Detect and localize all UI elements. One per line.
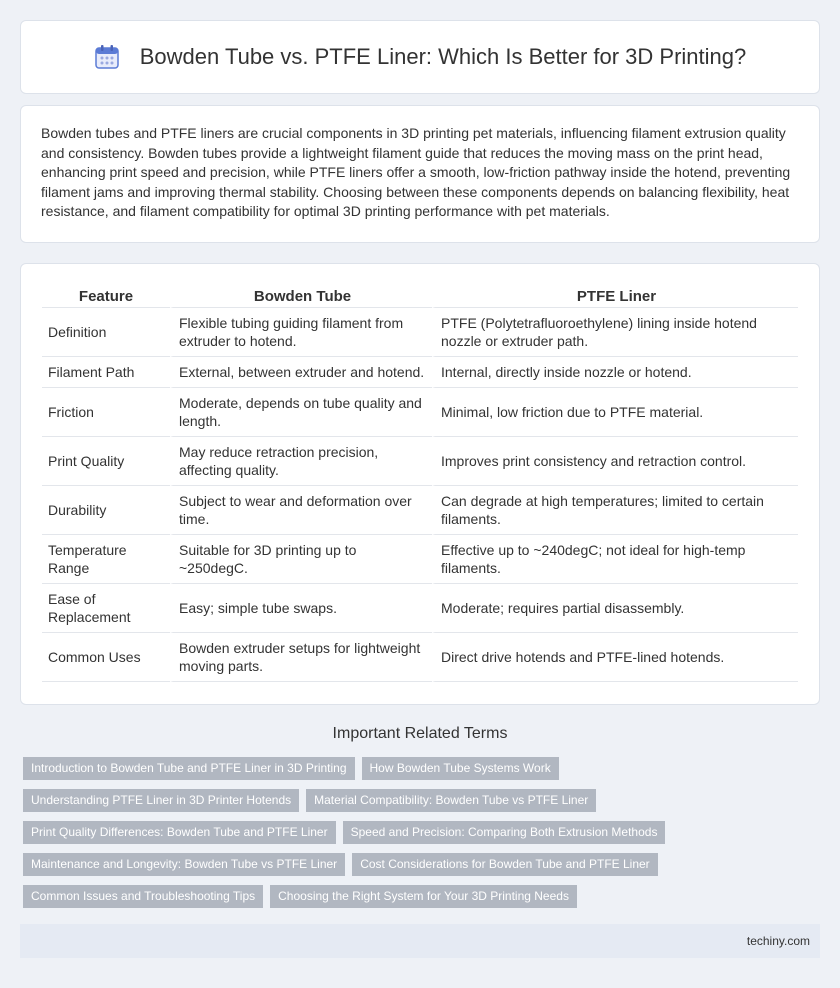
related-term-link[interactable]: Introduction to Bowden Tube and PTFE Liner in 3D Printing bbox=[23, 757, 355, 780]
calendar-icon bbox=[94, 44, 120, 70]
title-card bbox=[20, 20, 820, 94]
comparison-table-card bbox=[20, 263, 820, 705]
related-term-link[interactable]: Material Compatibility: Bowden Tube vs PTFE Liner bbox=[306, 789, 596, 812]
row-feature: Common Uses bbox=[42, 633, 170, 682]
row-feature: Ease of Replacement bbox=[42, 584, 170, 633]
row-ptfe-value: Moderate; requires partial disassembly. bbox=[432, 584, 798, 633]
table-row bbox=[42, 357, 798, 388]
row-bowden-value: May reduce retraction precision, affecting quality. bbox=[170, 437, 432, 486]
row-bowden-value: Flexible tubing guiding filament from extruder to hotend. bbox=[170, 308, 432, 357]
page-title: Bowden Tube vs. PTFE Liner: Which Is Better for 3D Printing? bbox=[139, 44, 747, 69]
row-feature: Durability bbox=[42, 486, 170, 535]
footer bbox=[20, 924, 820, 958]
row-ptfe-value: Can degrade at high temperatures; limited to certain filaments. bbox=[432, 486, 798, 535]
row-feature: Print Quality bbox=[42, 437, 170, 486]
table-row bbox=[42, 584, 798, 633]
row-feature: Temperature Range bbox=[42, 535, 170, 584]
related-terms-title: Important Related Terms bbox=[332, 725, 508, 742]
row-ptfe-value: Improves print consistency and retraction control. bbox=[432, 437, 798, 486]
table-row bbox=[42, 308, 798, 357]
table-row bbox=[42, 633, 798, 682]
related-term-link[interactable]: Cost Considerations for Bowden Tube and PTFE Liner bbox=[352, 853, 658, 876]
row-ptfe-value: Internal, directly inside nozzle or hotend. bbox=[432, 357, 798, 388]
row-bowden-value: Moderate, depends on tube quality and length. bbox=[170, 388, 432, 437]
related-term-link[interactable]: Common Issues and Troubleshooting Tips bbox=[23, 885, 263, 908]
row-bowden-value: Subject to wear and deformation over time. bbox=[170, 486, 432, 535]
row-bowden-value: Suitable for 3D printing up to ~250degC. bbox=[170, 535, 432, 584]
row-feature: Definition bbox=[42, 308, 170, 357]
table-header-row bbox=[42, 284, 798, 308]
row-feature: Filament Path bbox=[42, 357, 170, 388]
header-ptfe-liner: PTFE Liner bbox=[432, 284, 798, 308]
table-row bbox=[42, 388, 798, 437]
table-row bbox=[42, 535, 798, 584]
header-bowden-tube: Bowden Tube bbox=[170, 284, 432, 308]
row-ptfe-value: Effective up to ~240degC; not ideal for high-temp filaments. bbox=[432, 535, 798, 584]
related-term-link[interactable]: Understanding PTFE Liner in 3D Printer Hotends bbox=[23, 789, 299, 812]
related-term-link[interactable]: Choosing the Right System for Your 3D Printing Needs bbox=[270, 885, 577, 908]
row-bowden-value: Easy; simple tube swaps. bbox=[170, 584, 432, 633]
related-term-link[interactable]: Maintenance and Longevity: Bowden Tube vs PTFE Liner bbox=[23, 853, 345, 876]
table-row bbox=[42, 437, 798, 486]
row-bowden-value: External, between extruder and hotend. bbox=[170, 357, 432, 388]
row-feature: Friction bbox=[42, 388, 170, 437]
header-feature: Feature bbox=[42, 284, 170, 308]
related-term-link[interactable]: How Bowden Tube Systems Work bbox=[362, 757, 559, 780]
table-row bbox=[42, 486, 798, 535]
related-term-link[interactable]: Speed and Precision: Comparing Both Extrusion Methods bbox=[343, 821, 666, 844]
row-ptfe-value: PTFE (Polytetrafluoroethylene) lining inside hotend nozzle or extruder path. bbox=[432, 308, 798, 357]
related-term-link[interactable]: Print Quality Differences: Bowden Tube and PTFE Liner bbox=[23, 821, 336, 844]
related-terms-list bbox=[23, 757, 813, 917]
intro-card bbox=[20, 105, 820, 243]
footer-site-link[interactable]: techiny.com bbox=[746, 934, 810, 948]
intro-paragraph: Bowden tubes and PTFE liners are crucial components in 3D printing pet materials, influencing filament extrusion quality and consistency. Bowden tubes provide a lightweight filament guide that reduces the moving mass on the print head, enhancing print speed and precision, while PTFE liners offer a smooth, low-friction pathway inside the hotend, preventing filament jams and improving thermal stability. Choosing between these components depends on balancing flexibility, heat resistance, and filament compatibility for optimal 3D printing performance with pet materials. bbox=[41, 125, 791, 219]
comparison-table bbox=[42, 284, 798, 682]
row-ptfe-value: Direct drive hotends and PTFE-lined hotends. bbox=[432, 633, 798, 682]
row-ptfe-value: Minimal, low friction due to PTFE material. bbox=[432, 388, 798, 437]
row-bowden-value: Bowden extruder setups for lightweight moving parts. bbox=[170, 633, 432, 682]
